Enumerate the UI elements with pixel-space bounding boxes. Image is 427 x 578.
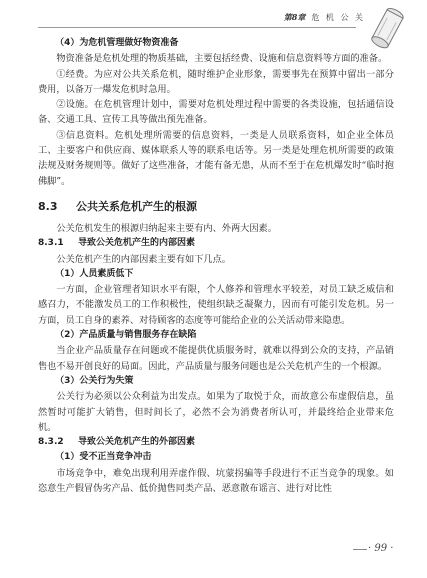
subsection-heading [38,236,394,251]
running-header [284,12,365,23]
paragraph: 公关危机产生的内部因素主要有如下几点。 [56,253,231,265]
paragraph: ②设施。在危机管理计划中，需要对危机处理过程中需要的各类设施，包括通信设备、交通工具、宣传工具等做出预先准备。 [38,99,394,126]
paragraph: 物资准备是危机处理的物质基础，主要包括经费、设施和信息资料等方面的准备。 [56,53,388,65]
heading-text: 公共关系危机产生的根源 [76,199,197,213]
heading-number: 8.3 [38,199,58,213]
chapter-title: 危 机 公 关 [311,13,365,22]
footer-rule [353,549,367,550]
paragraph: 市场竞争中，难免出现利用弄虚作假、坑蒙拐骗等手段进行不正当竞争的现象。如恣意生产假冒伪劣产品、低价抛售同类产品、恶意散布谣言、进行对比性 [38,467,394,495]
heading-text: 导致公关危机产生的外部因素 [78,437,196,448]
chapter-label: 第8章 [283,12,306,22]
paragraph: 公关危机发生的根源归纳起来主要有内、外两大因素。 [56,222,277,234]
subheading: （4）为危机管理做好物资准备 [55,38,179,48]
paragraph: ①经费。为应对公共关系危机，随时维护企业形象，需要事先在预算中留出一部分费用，以备万一爆发危机时急用。 [38,68,394,95]
paragraph: ③信息资料。危机处理所需要的信息资料，一类是人员联系资料，如企业全体员工、主要客户和供应商、媒体联系人等的联系电话等。另一类是处理危机所需要的政策法规及财务规则等。做好了这些准备，才能有备无患，从而不至于在危机爆发时“临时抱佛脚”。 [38,129,394,187]
heading-number: 8.3.1 [38,238,64,249]
paragraph: 一方面，企业管理者知识水平有限，个人修养和管理水平较差，对员工缺乏威信和感召力，不能激发员工的工作积极性，使组织缺乏凝聚力，因而有可能引发危机。另一方面，员工自身的素养、对待顾客的态度等可能给企业的公关活动带来隐患。 [38,284,394,326]
heading-text: 导致公关危机产生的内部因素 [78,238,196,249]
paragraph: 公关行为必须以公众利益为出发点。如果为了取悦于众，而故意公布虚假信息，虽然暂时可能扩大销售，但时间长了，必然不会为消费者所认可，并最终给企业带来危机。 [38,391,394,433]
body-text [38,36,394,496]
subheading: （3）公关行为失策 [55,375,134,386]
section-heading [38,199,394,215]
subsection-heading [38,435,394,450]
header-rule [38,27,356,28]
page-number: · 99 · [368,543,394,554]
paragraph: 当企业产品质量存在问题或不能提供优质服务时，就难以得到公众的支持，产品销售也不易开创良好的局面。因此，产品质量与服务问题也是公关危机产生的一个根源。 [38,345,394,372]
subheading: （2）产品质量与销售服务存在缺陷 [55,330,197,341]
subheading: （1）人员素质低下 [55,268,134,279]
heading-number: 8.3.2 [38,437,64,448]
subheading: （1）受不正当竞争冲击 [55,452,152,463]
